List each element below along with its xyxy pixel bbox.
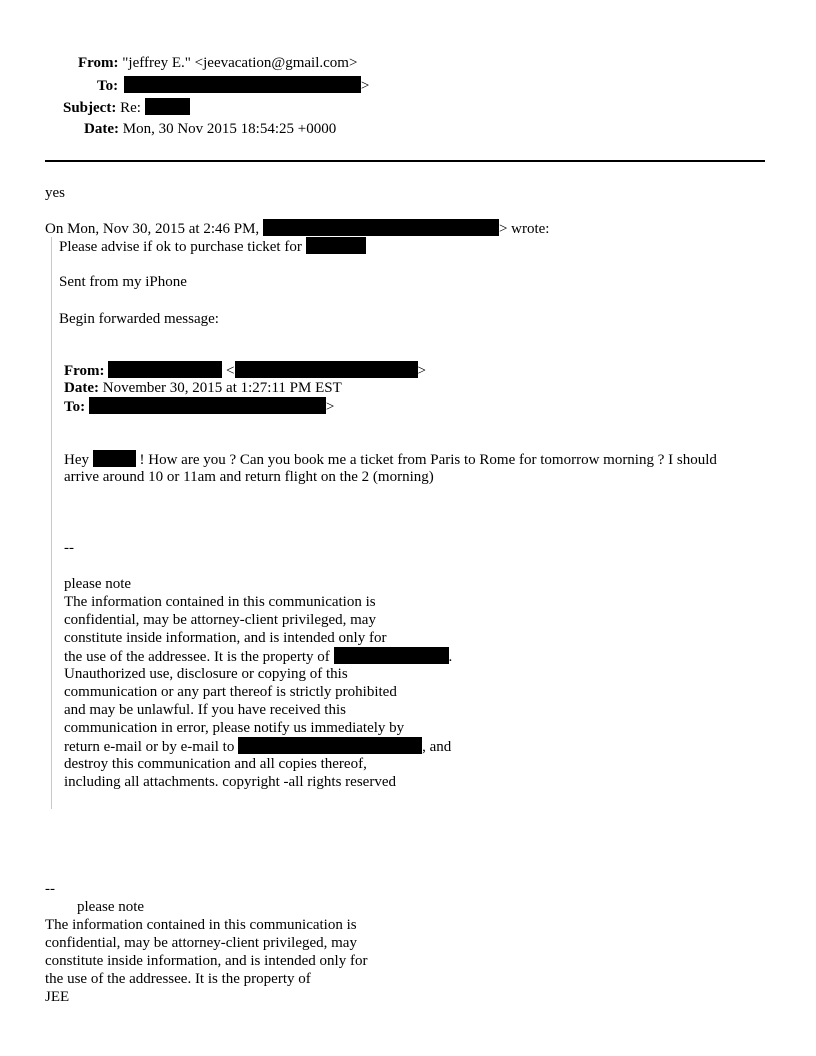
hey-text: Hey [64,452,89,468]
fwd-to-row [64,397,334,416]
disclaimer-line: communication or any part thereof is strictly prohibited [64,684,397,700]
subject-label: Subject: [63,100,117,116]
fwd-date-value: November 30, 2015 at 1:27:11 PM EST [102,380,342,396]
begin-forwarded-line: Begin forwarded message: [59,311,219,327]
disclaimer-line: The information contained in this communication is [64,594,376,610]
footer-line: confidential, may be attorney-client privileged, may [45,935,357,951]
attribution-prefix: On Mon, Nov 30, 2015 at 2:46 PM, [45,221,260,237]
date-value: Mon, 30 Nov 2015 18:54:25 +0000 [122,121,337,137]
header-to-row [97,76,369,95]
fwd-date-row [64,379,342,397]
fwd-date-label: Date: [64,380,99,396]
fwd-gt: > [417,363,426,379]
disclaimer-line: Unauthorized use, disclosure or copying of this [64,666,348,682]
message-text-1: ! How are you ? Can you book me a ticket from Paris to Rome for tomorrow morning ? I should [139,452,717,468]
footer-line: JEE [45,989,70,1005]
to-suffix: > [360,78,370,94]
header-from-row [78,54,357,72]
header-date-row [84,120,336,138]
attribution-suffix: > wrote: [498,221,550,237]
footer-line: The information contained in this communication is [45,917,357,933]
footer-title: please note [77,899,145,915]
disclaimer-line: confidential, may be attorney-client privileged, may [64,612,376,628]
redaction-box [108,361,222,378]
reply-text: yes [45,185,65,201]
disclaimer-line: and may be unlawful. If you have received this [64,702,346,718]
redaction-box [145,98,190,115]
quote-bar [51,237,52,809]
advise-line [59,237,366,256]
from-value: "jeffrey E." <jeevacation@gmail.com> [122,55,358,71]
subject-value: Re: [120,100,141,116]
quote-attribution [45,219,549,238]
fwd-to-label: To: [64,399,86,415]
fwd-from-row [64,361,426,380]
disclaimer-line: communication in error, please notify us immediately by [64,720,405,736]
redaction-box [334,647,449,664]
footer-line: the use of the addressee. It is the property of [45,971,311,987]
fwd-from-label: From: [64,363,105,379]
footer-dashes: -- [45,881,55,897]
disclaimer-line: constitute inside information, and is intended only for [64,630,387,646]
disclaimer-property-line [64,647,452,666]
redaction-box [238,737,422,754]
redaction-box [263,219,499,236]
redaction-box [89,397,326,414]
redaction-box [235,361,418,378]
advise-text: Please advise if ok to purchase ticket for [59,239,302,255]
from-label: From: [78,55,119,71]
redaction-box [93,450,136,467]
message-line-1 [64,450,717,469]
disclaimer-line: destroy this communication and all copies thereof, [64,756,367,772]
sent-from-line: Sent from my iPhone [59,274,187,290]
disclaimer-email-line [64,737,451,756]
footer-line: constitute inside information, and is intended only for [45,953,368,969]
signature-dashes: -- [64,540,74,556]
to-label: To: [97,78,119,94]
disclaimer-title: please note [64,576,132,592]
header-subject-row [63,98,190,117]
fwd-to-suffix: > [325,399,335,415]
redaction-box [306,237,366,254]
fwd-lt: < [226,363,235,379]
date-label: Date: [84,121,119,137]
disclaimer-line: including all attachments. copyright -all rights reserved [64,774,396,790]
header-divider [45,160,765,162]
email-suffix: , and [422,739,452,755]
property-suffix: . [448,649,453,665]
message-line-2: arrive around 10 or 11am and return flight on the 2 (morning) [64,469,434,485]
disclaimer-line: the use of the addressee. It is the property of [64,649,330,665]
disclaimer-line: return e-mail or by e-mail to [64,739,235,755]
redaction-box [124,76,361,93]
